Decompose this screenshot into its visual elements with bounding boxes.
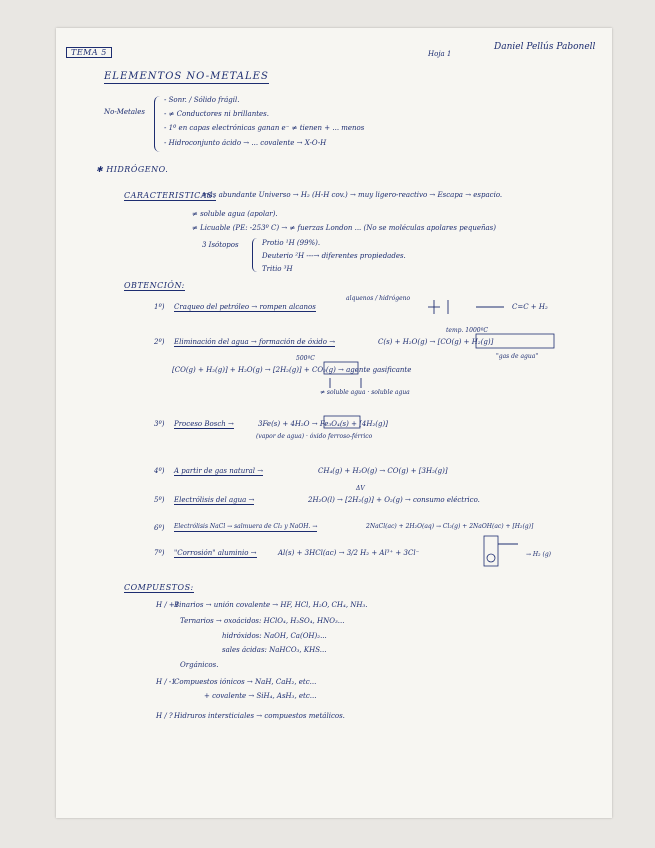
step-sub: (vapor de agua) · óxido ferroso-férrico — [256, 433, 373, 440]
compuesto-key: H / +1 — [156, 601, 180, 609]
step-rhs: 2NaCl(ac) + 2H₂O(aq) → Cl₂(g) + 2NaOH(ac) + [H₂(g)] — [366, 523, 534, 530]
step-note: 500ºC — [296, 355, 315, 362]
page-title: ELEMENTOS NO-METALES — [104, 71, 269, 82]
notebook-page — [56, 28, 612, 818]
compuesto-key: H / -1 — [156, 678, 176, 686]
compuesto-row: Orgánicos. — [180, 661, 219, 669]
compuesto-row: Ternarios → oxoácidos: HClO₄, H₂SO₄, HNO₃... — [180, 617, 345, 625]
nometales-label: No-Metales — [104, 108, 145, 116]
step-rhs: 2H₂O(l) → [2H₂(g)] + O₂(g) → consumo eléctrico. — [308, 496, 480, 504]
step-number: 5º) — [154, 496, 165, 504]
step-text: Electrólisis NaCl → salmuera de Cl₂ y NaOH. → — [174, 523, 318, 530]
step-text: A partir de gas natural → — [174, 467, 264, 475]
step-sub: ≠ soluble agua · soluble agua — [320, 389, 410, 396]
compuesto-row: Hidruros intersticiales → compuestos metálicos. — [174, 712, 345, 720]
step-text: Proceso Bosch → — [174, 420, 234, 428]
nometales-item: - ≠ Conductores ni brillantes. — [164, 110, 269, 118]
step-note: temp. 1000ºC — [446, 327, 488, 334]
caract-line: 3 Isótopos — [202, 241, 239, 249]
step-rhs: Al(s) + 3HCl(ac) → 3/2 H₂ + Al³⁺ + 3Cl⁻ — [278, 549, 420, 557]
step-rhs: 3Fe(s) + 4H₂O → Fe₃O₄(s) + [4H₂(g)] — [258, 420, 388, 428]
step-number: 4º) — [154, 467, 165, 475]
compuestos-label: COMPUESTOS: — [124, 583, 194, 592]
step-sub: "gas de agua" — [496, 353, 539, 360]
nometales-item: - Sonr. / Sólido frágil. — [164, 96, 240, 104]
step-rhs: CH₄(g) + H₂O(g) → CO(g) + [3H₂(g)] — [318, 467, 448, 475]
compuesto-row: Compuestos iónicos → NaH, CaH₂, etc... — [174, 678, 317, 686]
step-text: Eliminación del agua → formación de óxido → — [174, 338, 336, 346]
step-text: "Corrosión" aluminio → — [174, 549, 257, 557]
nometales-item: - Hidroconjunto ácido → ... covalente → X-O-H — [164, 139, 327, 147]
step-text: [CO(g) + H₂(g)] + H₂O(g) → [2H₂(g)] + CO₂(g) → agente gasificante — [172, 366, 412, 374]
step-number: 2º) — [154, 338, 165, 346]
step-number: 3º) — [154, 420, 165, 428]
step-rhs: C=C + H₂ — [512, 303, 548, 311]
step-number: 6º) — [154, 524, 165, 532]
step-note: ΔV — [356, 485, 365, 492]
caract-line: ≠ soluble agua (apolar). — [192, 210, 278, 218]
caracteristicas-label: CARACTERISTICAS: — [124, 191, 217, 200]
step-rhs: C(s) + H₂O(g) → [CO(g) + H₂(g)] — [378, 338, 494, 346]
step-number: 1º) — [154, 303, 165, 311]
nometales-item: - 1º en capas electrónicas ganan e⁻ ≠ tienen + ... menos — [164, 124, 365, 132]
compuesto-key: H / ? — [156, 712, 173, 720]
step-text: Craqueo del petróleo → rompen alcanos — [174, 303, 316, 311]
isotope-line: Deuterio ²H ---→ diferentes propiedades. — [262, 252, 406, 260]
obtencion-label: OBTENCIÓN: — [124, 281, 185, 290]
compuesto-row: hidróxidos: NaOH, Ca(OH)₂... — [222, 632, 327, 640]
hidrogeno-heading: ✱ HIDRÓGENO. — [96, 165, 169, 174]
caract-line: más abundante Universo → H₂ (H-H cov.) → muy ligero-reactivo → Escapa → espacio. — [202, 191, 503, 199]
handwriting-strokes — [56, 28, 612, 818]
compuesto-row: + covalente → SiH₄, AsH₃, etc... — [204, 692, 317, 700]
author-signature: Daniel Pellús Pabonell — [494, 42, 596, 52]
compuesto-row: Binarios → unión covalente → HF, HCl, H₂O, CH₄, NH₃. — [174, 601, 368, 609]
step-number: 7º) — [154, 549, 165, 557]
isotope-line: Protio ¹H (99%). — [262, 239, 321, 247]
caract-line: ≠ Licuable (PE: -253º C) → ≠ fuerzas London ... (No se moléculas apolares pequeñas) — [192, 224, 496, 232]
step-text: Electrólisis del agua → — [174, 496, 255, 504]
step-alt: alquenos / hidrógeno — [346, 295, 411, 302]
isotope-line: Tritio ³H — [262, 265, 293, 273]
step-note: → H₂ (g) — [526, 551, 552, 558]
tema-label: TEMA 5 — [66, 47, 112, 58]
compuesto-row: sales ácidas: NaHCO₃, KHS... — [222, 646, 327, 654]
page-number: Hoja 1 — [428, 50, 452, 58]
